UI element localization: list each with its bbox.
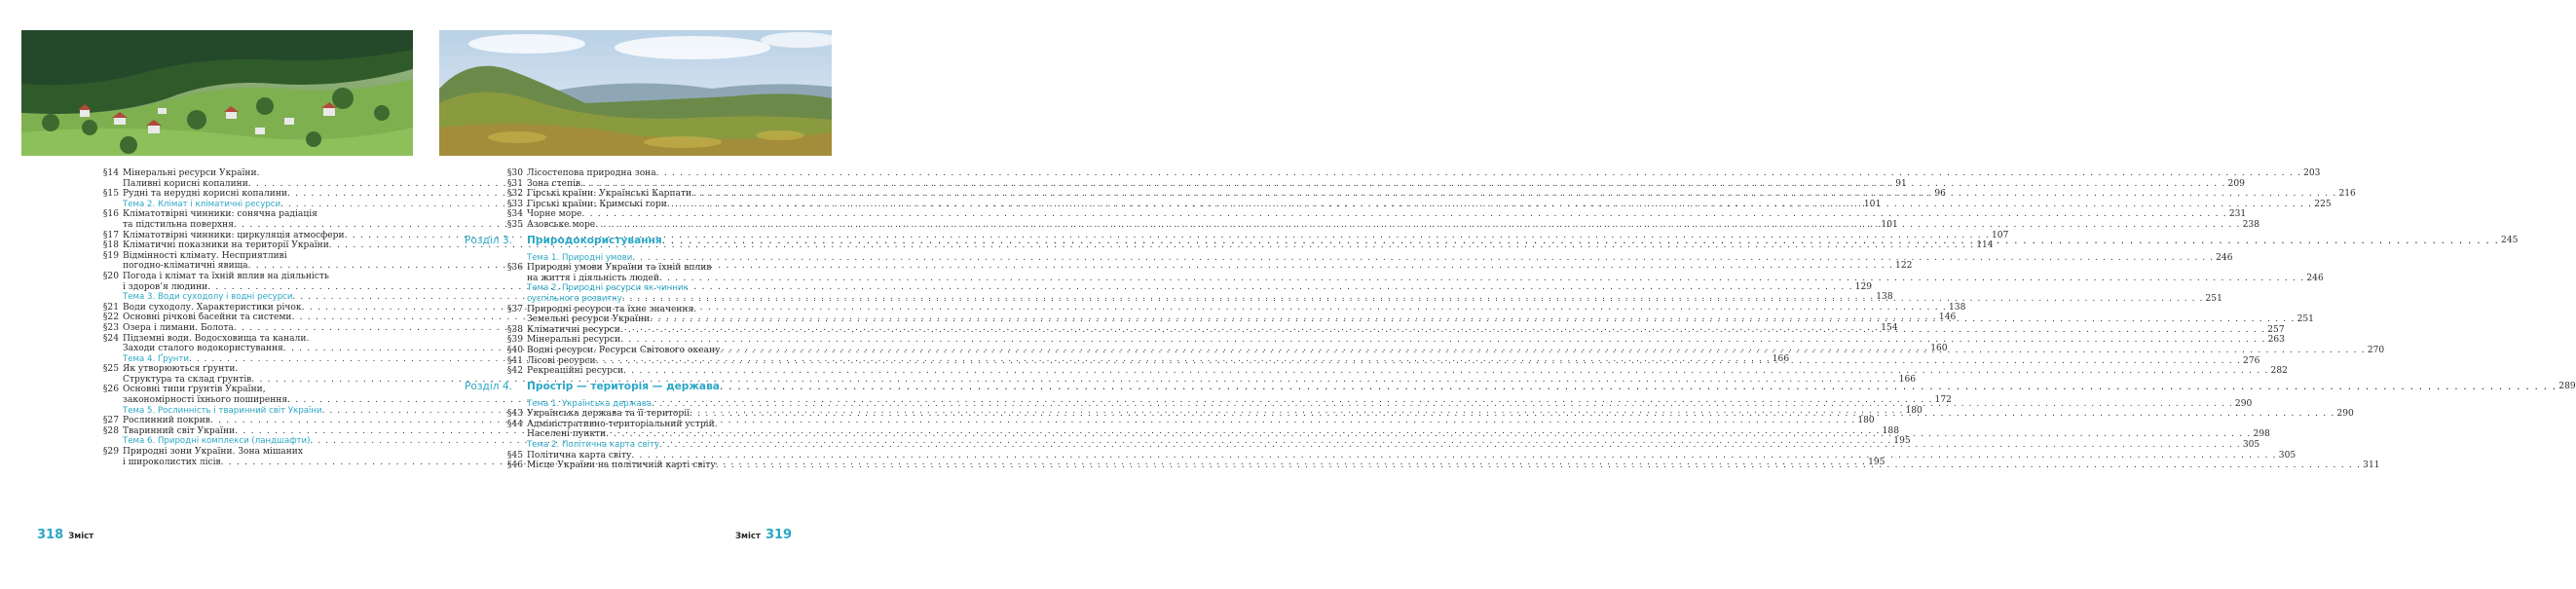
page-ref: 238 <box>2242 219 2259 230</box>
entry-title: Лісові ресурси <box>527 355 596 366</box>
topic-title: суспільного розвитку <box>527 293 622 304</box>
page-ref: 231 <box>2228 209 2247 220</box>
paragraph-number: §14 <box>102 168 119 178</box>
page-ref: 146 <box>1938 313 1957 323</box>
topic-title: Тема 2. Природні ресурси як чинник <box>527 283 689 294</box>
toc-entry-row <box>496 366 2288 377</box>
topic-row <box>496 283 791 294</box>
paragraph-number: §46 <box>506 460 523 471</box>
paragraph-number: §25 <box>102 364 119 375</box>
section-title: Природокористування <box>527 234 662 246</box>
paragraph-number: §21 <box>102 302 119 313</box>
paragraph-number: §19 <box>102 250 119 261</box>
toc-entry-row <box>92 168 387 179</box>
leader-dots <box>667 200 2312 210</box>
toc-entry-row <box>496 263 791 274</box>
page-ref: 114 <box>1976 240 1994 251</box>
page-ref: 203 <box>2303 168 2321 178</box>
entry-title: на життя і діяльність людей <box>527 273 659 283</box>
toc-entry-row <box>496 335 2285 346</box>
page-ref: 225 <box>2314 199 2332 209</box>
paragraph-number: §27 <box>102 416 119 426</box>
page-ref: 129 <box>1854 281 1873 292</box>
entry-title: Мінеральні ресурси <box>527 335 621 346</box>
footer-label-right: Зміст <box>735 532 761 541</box>
page-ref: 91 <box>1895 178 1907 189</box>
entry-title: Місце України на політичній карті світу <box>527 460 716 471</box>
page-ref: 166 <box>1898 374 1917 385</box>
entry-title: Води суходолу. Характеристики річок <box>123 302 302 313</box>
entry-title: закономірності їхнього поширення <box>123 395 288 406</box>
leader-dots <box>632 253 2214 264</box>
section-title: Простір — територія — держава <box>527 380 720 392</box>
page-ref: 245 <box>2501 235 2519 245</box>
page-ref: 311 <box>2363 460 2380 471</box>
paragraph-number: §37 <box>506 304 523 314</box>
footer-right <box>735 524 792 542</box>
paragraph-number: §31 <box>506 178 523 189</box>
page-ref: 216 <box>2338 189 2356 200</box>
paragraph-number: §40 <box>506 345 523 355</box>
footer-left <box>37 524 93 542</box>
entry-title: Зона степів <box>527 178 581 189</box>
toc-entry-row <box>496 305 791 315</box>
entry-title: Гірські країни: Українські Карпати <box>527 189 692 200</box>
page-ref: 251 <box>2296 314 2314 325</box>
paragraph-number: §45 <box>506 450 523 460</box>
leader-dots <box>659 274 2304 284</box>
paragraph-number: §26 <box>102 385 119 395</box>
leader-dots <box>690 409 2334 420</box>
page-ref: 107 <box>1992 230 2009 240</box>
leader-dots <box>596 353 2241 367</box>
paragraph-number: §33 <box>506 199 523 209</box>
toc-entry-row <box>496 450 2296 461</box>
leader-dots <box>580 179 2225 190</box>
toc-entry-row <box>92 447 387 458</box>
entry-title: Кліматотвірні чинники: циркуляція атмосфери <box>123 230 345 240</box>
entry-title: Погода і клімат та їхній вплив на діяльність <box>123 271 329 281</box>
entry-title: Рослинний покрив <box>123 416 210 426</box>
toc-entry-row <box>496 209 2247 220</box>
entry-title: Структура та склад ґрунтів <box>123 374 252 385</box>
paragraph-number: §41 <box>506 355 523 366</box>
entry-title: Населені пункти <box>527 429 607 440</box>
footer-label-left: Зміст <box>68 532 94 541</box>
leader-dots <box>659 440 2241 451</box>
page-ref: 154 <box>1881 322 1898 333</box>
toc-entry-row <box>496 168 2321 179</box>
topic-row <box>496 252 2233 264</box>
entry-title: і здоров’я людини <box>123 281 208 292</box>
entry-title: Заходи сталого водокористування <box>123 344 283 354</box>
entry-title: Чорне море <box>527 209 582 220</box>
entry-title: Паливні корисні копалини <box>123 178 248 189</box>
entry-title: Рекреаційні ресурси <box>527 366 624 377</box>
topic-title: Тема 6. Природні комплекси (ландшафти) <box>123 436 311 447</box>
entry-title: Природні ресурси та їхнє значення. <box>527 304 697 314</box>
entry-title: Основні річкові басейни та системи <box>123 313 292 323</box>
entry-title: та підстильна поверхня <box>123 219 234 230</box>
entry-title: Лісостепова природна зона <box>527 168 656 178</box>
page-ref: 290 <box>2336 409 2354 420</box>
page-ref: 160 <box>1930 344 1948 354</box>
leader-dots <box>631 451 2276 461</box>
entry-title: Гірські країни: Кримські гори <box>527 199 667 209</box>
page-ref: 138 <box>1949 302 1966 313</box>
paragraph-number: §43 <box>506 409 523 420</box>
page-ref: 290 <box>2234 398 2253 409</box>
entry-title: Земельні ресурси України <box>527 314 651 325</box>
topic-title: Тема 2. Клімат і кліматичні ресурси <box>123 199 281 209</box>
leader-dots <box>620 322 2265 336</box>
paragraph-number: §30 <box>506 168 523 178</box>
toc-entry-row <box>92 209 387 220</box>
mountain-meadow-photo <box>439 30 832 156</box>
paragraph-number: §15 <box>102 189 119 200</box>
paragraph-number: §16 <box>102 209 119 220</box>
entry-title: Відмінності клімату. Несприятливі <box>123 250 287 261</box>
page-ref: 166 <box>1772 353 1790 364</box>
entry-title: Кліматичні ресурси <box>527 324 620 335</box>
leader-dots <box>606 429 2251 440</box>
page-number-right: 319 <box>765 528 793 542</box>
topic-title: Тема 1. Природні умови <box>527 252 633 263</box>
paragraph-number: §18 <box>102 240 119 251</box>
page-ref: 101 <box>1881 219 1898 230</box>
toc-entry-row <box>496 273 2324 284</box>
toc-entry-row <box>92 364 387 375</box>
page-ref: 276 <box>2243 355 2260 366</box>
page-ref: 246 <box>2216 252 2233 263</box>
paragraph-number: §35 <box>506 219 523 230</box>
toc-entry-row <box>92 251 387 262</box>
topic-title: Тема 3. Води суходолу і водні ресурси <box>123 292 293 303</box>
entry-title: погодно-кліматичні явища <box>123 261 248 272</box>
toc-entry-row <box>496 420 791 430</box>
leader-dots <box>716 457 2361 471</box>
leader-dots <box>720 381 2557 393</box>
paragraph-number: §17 <box>102 230 119 240</box>
topic-title: Тема 1. Українська держава <box>527 398 653 409</box>
page-ref: 246 <box>2306 273 2324 283</box>
entry-title: Політична карта світу <box>527 450 632 460</box>
page-ref: 195 <box>1893 436 1911 447</box>
toc-entry-row <box>92 272 387 282</box>
page-ref: 209 <box>2227 178 2245 189</box>
page-ref: 263 <box>2267 335 2285 346</box>
paragraph-number: §39 <box>506 335 523 346</box>
entry-title: Кліматотвірні чинники: сонячна радіація <box>123 209 317 220</box>
topic-title: Тема 4. Ґрунти <box>123 353 189 364</box>
page-ref: 305 <box>2242 440 2260 451</box>
entry-title: Рудні та нерудні корисні копалини <box>123 189 287 200</box>
page-ref: 282 <box>2270 366 2288 377</box>
page-ref: 298 <box>2253 429 2270 440</box>
paragraph-number: §20 <box>102 271 119 281</box>
page-ref: 96 <box>1934 189 1946 200</box>
paragraph-number: §28 <box>102 425 119 436</box>
page-ref: 305 <box>2278 450 2296 460</box>
paragraph-number: §36 <box>506 263 523 274</box>
paragraph-number: §29 <box>102 447 119 458</box>
section-label: Розділ 3. <box>465 234 513 246</box>
entry-title: Озера і лимани. Болота <box>123 322 234 333</box>
village-forest-photo <box>21 30 413 156</box>
leader-dots <box>662 235 2499 247</box>
entry-title: Підземні води. Водосховища та канали. <box>123 333 310 344</box>
paragraph-number: §24 <box>102 333 119 344</box>
entry-title: Українська держава та її території <box>527 409 691 420</box>
paragraph-number: §44 <box>506 419 523 429</box>
leader-dots <box>650 314 2295 325</box>
section-label: Розділ 4. <box>465 380 513 392</box>
topic-title: Тема 2. Політична карта світу <box>527 440 660 451</box>
leader-dots <box>720 346 2365 356</box>
entry-title: Мінеральні ресурси України. <box>123 168 260 178</box>
toc-entry-row <box>92 385 387 395</box>
entry-title: Як утворюються ґрунти. <box>123 364 239 375</box>
page-ref: 195 <box>1868 457 1885 467</box>
entry-title: Кліматичні показники на території України <box>123 240 329 251</box>
page-ref: 138 <box>1876 292 1893 303</box>
entry-title: Адміністративно-територіальний устрій. <box>527 419 718 429</box>
leader-dots <box>595 220 2240 231</box>
leader-dots <box>652 399 2233 410</box>
page-number-left: 318 <box>37 528 64 542</box>
entry-title: Азовське море <box>527 219 596 230</box>
entry-title: Природні умови України та їхній вплив <box>527 263 712 274</box>
entry-title: і широколистих лісів <box>123 457 221 467</box>
leader-dots <box>691 189 2336 200</box>
paragraph-number: §34 <box>506 209 523 220</box>
paragraph-number: §32 <box>506 189 523 200</box>
page-ref: 251 <box>2205 293 2222 304</box>
entry-title: Тваринний світ України <box>123 425 236 436</box>
leader-dots <box>620 335 2265 346</box>
page-ref: 257 <box>2267 324 2285 335</box>
page-ref: 101 <box>1863 199 1882 209</box>
page-ref: 270 <box>2367 345 2385 355</box>
leader-dots <box>581 209 2226 220</box>
page-ref: 289 <box>2558 381 2576 391</box>
paragraph-number: §42 <box>506 366 523 377</box>
paragraph-number: §22 <box>102 313 119 323</box>
toc-entry-row <box>92 334 387 345</box>
paragraph-number: §23 <box>102 322 119 333</box>
page-ref: 188 <box>1882 425 1899 436</box>
topic-title: Тема 5. Рослинність і тваринний світ України <box>123 405 322 416</box>
leader-dots <box>623 366 2268 377</box>
entry-title: Водні ресурси. Ресурси Світового океану <box>527 345 721 355</box>
page-ref: 180 <box>1857 416 1875 426</box>
section-heading <box>465 380 2576 393</box>
page-ref: 172 <box>1934 395 1952 406</box>
page-ref: 180 <box>1905 405 1923 416</box>
page-ref: 122 <box>1895 261 1913 272</box>
entry-title: Основні типи ґрунтів України, <box>123 385 266 395</box>
leader-dots <box>656 168 2301 179</box>
leader-dots <box>622 294 2204 305</box>
entry-title: Природні зони України. Зона мішаних <box>123 447 303 458</box>
paragraph-number: §38 <box>506 324 523 335</box>
